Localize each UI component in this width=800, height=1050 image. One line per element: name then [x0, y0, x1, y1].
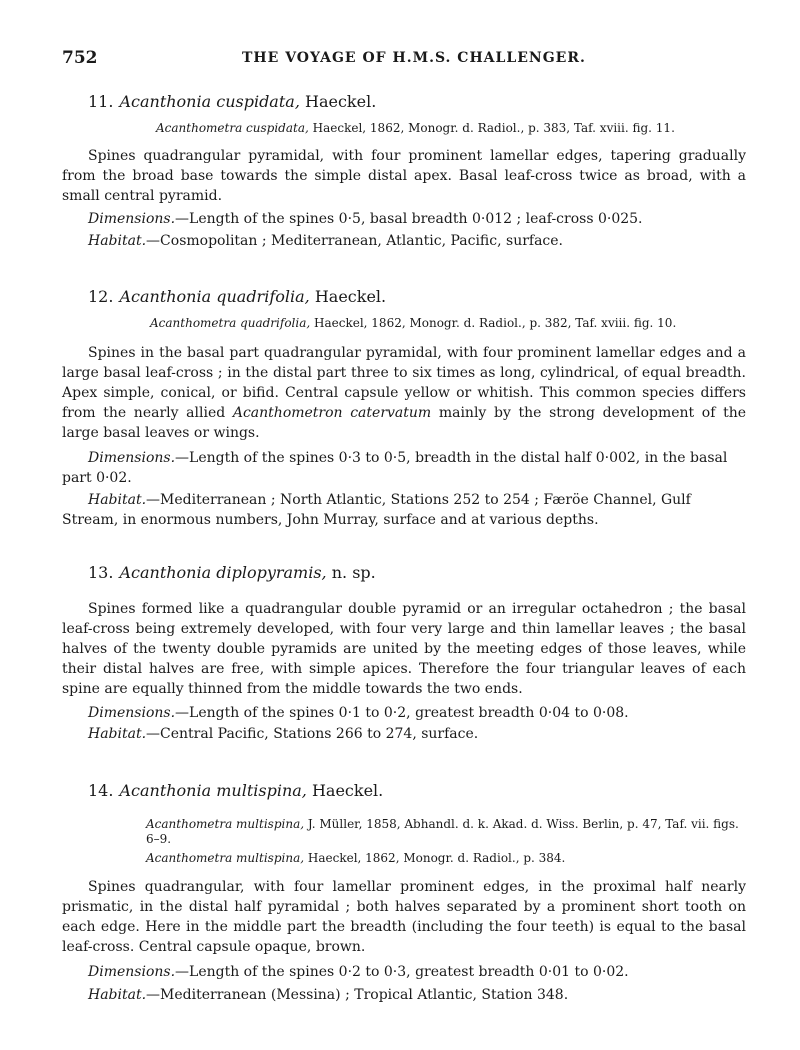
- species-name: Acanthonia multispina,: [119, 781, 307, 800]
- synonym-reference: Acanthometra multispina, J. Müller, 1858, Abhandl. d. k. Akad. d. Wiss. Berlin, p. 47, Taf. vii. figs. 6–9.: [146, 817, 739, 846]
- species-author: n. sp.: [331, 563, 376, 582]
- species-description: Spines quadrangular, with four lamellar prominent edges, in the proximal half nearly prismatic, in the distal half pyramidal ; both halves separated by a prominent short tooth on each edge. Here in the middle part the breadth (including the four teeth) is equal to the basal leaf-cross. Central capsule opaque, brown.: [62, 879, 746, 955]
- habitat-line: Habitat.—Mediterranean (Messina) ; Tropical Atlantic, Station 348.: [88, 987, 569, 1003]
- species-author: Haeckel.: [305, 92, 377, 111]
- species-heading: 13. Acanthonia diplopyramis, n. sp.: [88, 563, 376, 582]
- dimensions-line: Dimensions.—Length of the spines 0·3 to 0·5, breadth in the distal half 0·002, in the basal part 0·02.: [62, 450, 728, 486]
- synonym-reference: Acanthometra multispina, Haeckel, 1862, Monogr. d. Radiol., p. 384.: [146, 851, 566, 865]
- species-name: Acanthonia quadrifolia,: [119, 287, 310, 306]
- species-name: Acanthonia cuspidata,: [119, 92, 300, 111]
- species-description: Spines formed like a quadrangular double pyramid or an irregular octahedron ; the basal leaf-cross being extremely developed, with four very large and thin lamellar leaves ; the basal halves of the twenty double pyramids are united by the meeting edges of those leaves, while their distal halves are free, with simple apices. Therefore the four triangular leaves of each spine are equally thinned from the middle towards the two ends.: [62, 601, 746, 697]
- species-description: Spines quadrangular pyramidal, with four prominent lamellar edges, tapering gradually from the broad base towards the simple distal apex. Basal leaf-cross twice as broad, with a small central pyramid.: [62, 148, 746, 204]
- synonym-reference: Acanthometra cuspidata, Haeckel, 1862, Monogr. d. Radiol., p. 383, Taf. xviii. fig. 11.: [156, 121, 675, 135]
- dimensions-line: Dimensions.—Length of the spines 0·1 to 0·2, greatest breadth 0·04 to 0·08.: [88, 705, 629, 721]
- species-heading: 12. Acanthonia quadrifolia, Haeckel.: [88, 287, 387, 306]
- species-name: Acanthonia diplopyramis,: [119, 563, 327, 582]
- habitat-line: Habitat.—Mediterranean ; North Atlantic, Stations 252 to 254 ; Færöe Channel, Gulf Stream, in enormous numbers, John Murray, surface and at various depths.: [62, 492, 691, 528]
- habitat-line: Habitat.—Central Pacific, Stations 266 to 274, surface.: [88, 726, 479, 742]
- running-title: THE VOYAGE OF H.M.S. CHALLENGER.: [242, 50, 586, 66]
- species-author: Haeckel.: [314, 287, 387, 306]
- page-number: 752: [62, 48, 98, 68]
- dimensions-line: Dimensions.—Length of the spines 0·2 to 0·3, greatest breadth 0·01 to 0·02.: [88, 964, 629, 980]
- dimensions-line: Dimensions.—Length of the spines 0·5, basal breadth 0·012 ; leaf-cross 0·025.: [88, 211, 643, 227]
- species-heading: 11. Acanthonia cuspidata, Haeckel.: [88, 92, 377, 111]
- synonym-reference: Acanthometra quadrifolia, Haeckel, 1862, Monogr. d. Radiol., p. 382, Taf. xviii. fig. 10.: [150, 316, 677, 330]
- species-description: Spines in the basal part quadrangular pyramidal, with four prominent lamellar edges and a large basal leaf-cross ; in the distal part three to six times as long, cylindrical, of equal breadth. Apex simple, conical, or bifid. Central capsule yellow or whitish. This common species differs from the nearly allied Acanthometron catervatum mainly by the strong development of the large basal leaves or wings.: [62, 345, 746, 441]
- habitat-line: Habitat.—Cosmopolitan ; Mediterranean, Atlantic, Pacific, surface.: [88, 233, 564, 249]
- species-author: Haeckel.: [311, 781, 384, 800]
- species-heading: 14. Acanthonia multispina, Haeckel.: [88, 781, 384, 800]
- running-header: [62, 48, 752, 70]
